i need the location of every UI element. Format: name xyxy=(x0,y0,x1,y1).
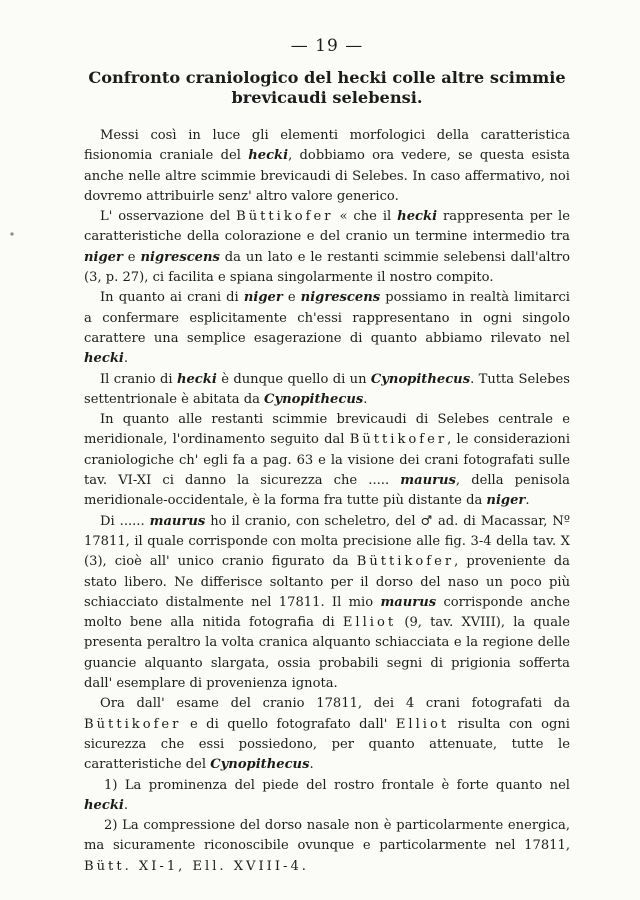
paragraph-5: In quanto alle restanti scimmie brevicaudi di Selebes centrale e meridionale, l'ordinamento seguito dal Büttikofer, le considerazioni craniologiche ch' egli fa a pag. 63 e la visione dei crani fotografati sulle tav. VI-XI ci danno la sicurezza che ..... maurus, della penisola meridionale-occidentale, è la forma fra tutte più distante da niger. xyxy=(84,412,571,509)
body-text xyxy=(84,126,570,877)
section-title-line-1: Confronto craniologico del hecki colle altre scimmie xyxy=(88,68,566,87)
paragraph-6: Di ...... maurus ho il cranio, con scheletro, del ♂ ad. di Macassar, Nº 17811, il quale corrisponde con molta precisione alle fig. 3-4 della tav. X (3), cioè all' unico cranio figurato da Büttikofer, proveniente da stato libero. Ne differisce soltanto per il dorso del naso un poco più schiacciato distalmente nel 17811. Il mio maurus corrisponde anche molto bene alla nitida fotografia di Elliot (9, tav. XVIII), la quale presenta peraltro la volta cranica alquanto schiacciata e la regione delle guancie alquanto slargata, ossia probabili segni di prigionia sofferta dall' esemplare di provenienza ignota. xyxy=(84,513,570,692)
page-number: — 19 — xyxy=(290,36,364,56)
list-item-2: 2) La compressione del dorso nasale non è particolarmente energica, ma sicuramente riconoscibile ovunque e particolarmente nel 17811, Bütt. XI-1, Ell. XVIII-4. xyxy=(84,818,570,874)
page xyxy=(84,36,570,877)
section-title xyxy=(84,68,570,108)
paragraph-7: Ora dall' esame del cranio 17811, dei 4 crani fotografati da Büttikofer e di quello fotografato dall' Elliot risulta con ogni sicurezza che essi possiedono, per quanto attenuate, tutte le caratteristiche del Cynopithecus. xyxy=(84,696,570,773)
paragraph-3: In quanto ai crani di niger e nigrescens possiamo in realtà limitarci a confermare esplicitamente ch'essi rappresentano in ogni singolo carattere una semplice esagerazione di quanto abbiamo rilevato nel hecki. xyxy=(84,290,570,367)
paragraph-2: L' osservazione del Büttikofer « che il hecki rappresenta per le caratteristiche della colorazione e del cranio un termine intermedio tra niger e nigrescens da un lato e le restanti scimmie selebensi dall'altro (3, p. 27), ci facilita e spiana singolarmente il nostro compito. xyxy=(84,209,571,286)
list-item-1: 1) La prominenza del piede del rostro frontale è forte quanto nel hecki. xyxy=(84,777,570,813)
paragraph-4: Il cranio di hecki è dunque quello di un Cynopithecus. Tutta Selebes settentrionale è abitata da Cynopithecus. xyxy=(84,371,570,407)
margin-speck xyxy=(10,232,14,236)
section-title-line-2: brevicaudi selebensi. xyxy=(231,88,423,107)
paragraph-1: Messi così in luce gli elementi morfologici della caratteristica fisionomia craniale del hecki, dobbiamo ora vedere, se questa esista anche nelle altre scimmie brevicaudi di Selebes. In caso affermativo, noi dovremo attribuirle senz' altro valore generico. xyxy=(84,128,570,204)
